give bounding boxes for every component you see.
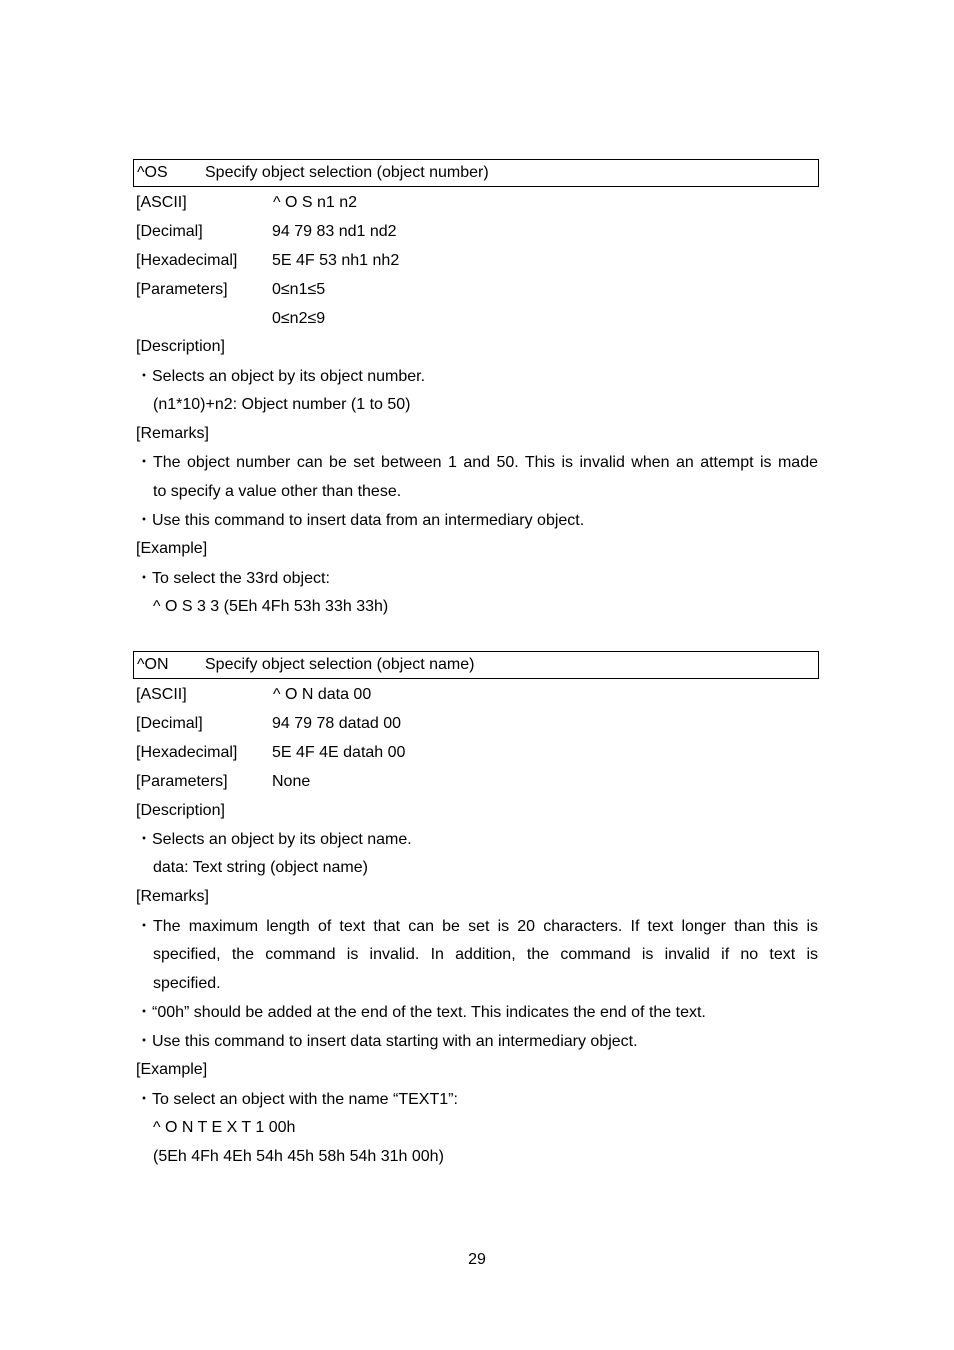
remark-line: ・Use this command to insert data starting with an intermediary object.	[136, 1033, 638, 1050]
example-line: ^ O S 3 3 (5Eh 4Fh 53h 33h 33h)	[153, 598, 389, 615]
decimal-value: 94 79 83 nd1 nd2	[272, 223, 397, 240]
ascii-value: ^ O S n1 n2	[273, 194, 357, 211]
description-line: ・Selects an object by its object name.	[136, 831, 412, 848]
example-line: ・To select the 33rd object:	[136, 570, 330, 587]
description-label: [Description]	[136, 338, 225, 355]
remark-line: specified, the command is invalid. In addition, the command is invalid if no text is	[153, 946, 818, 963]
ascii-label: [ASCII]	[136, 686, 187, 703]
hex-value: 5E 4F 53 nh1 nh2	[272, 252, 400, 269]
decimal-label: [Decimal]	[136, 715, 203, 732]
hex-label: [Hexadecimal]	[136, 252, 238, 269]
command-code: ^ON	[137, 656, 169, 673]
command-title: Specify object selection (object number)	[205, 164, 489, 181]
remark-line: to specify a value other than these.	[153, 483, 402, 500]
description-label: [Description]	[136, 802, 225, 819]
remarks-label: [Remarks]	[136, 888, 209, 905]
description-line: (n1*10)+n2: Object number (1 to 50)	[153, 396, 411, 413]
example-line: (5Eh 4Fh 4Eh 54h 45h 58h 54h 31h 00h)	[153, 1148, 444, 1165]
description-line: ・Selects an object by its object number.	[136, 368, 426, 385]
bullet: ・	[136, 454, 153, 471]
hex-label: [Hexadecimal]	[136, 744, 238, 761]
params-label: [Parameters]	[136, 773, 228, 790]
params-value: 0≤n2≤9	[272, 310, 326, 327]
params-label: [Parameters]	[136, 281, 228, 298]
remark-line: ・“00h” should be added at the end of the text. This indicates the end of the text.	[136, 1004, 706, 1021]
remark-line: The maximum length of text that can be set is 20 characters. If text longer than this is	[153, 918, 818, 935]
description-line: data: Text string (object name)	[153, 859, 368, 876]
bullet: ・	[136, 918, 153, 935]
remark-line: specified.	[153, 975, 221, 992]
command-header-on	[133, 651, 819, 679]
command-title: Specify object selection (object name)	[205, 656, 475, 673]
decimal-label: [Decimal]	[136, 223, 203, 240]
remark-line: The object number can be set between 1 and 50. This is invalid when an attempt is made	[153, 454, 818, 471]
hex-value: 5E 4F 4E datah 00	[272, 744, 406, 761]
example-line: ^ O N T E X T 1 00h	[153, 1119, 296, 1136]
params-value: None	[272, 773, 311, 790]
page-number: 29	[468, 1251, 486, 1268]
example-label: [Example]	[136, 540, 208, 557]
example-line: ・To select an object with the name “TEXT1”:	[136, 1091, 458, 1108]
ascii-label: [ASCII]	[136, 194, 187, 211]
command-header-os	[133, 159, 819, 187]
decimal-value: 94 79 78 datad 00	[272, 715, 402, 732]
remarks-label: [Remarks]	[136, 425, 209, 442]
example-label: [Example]	[136, 1061, 208, 1078]
params-value: 0≤n1≤5	[272, 281, 326, 298]
ascii-value: ^ O N data 00	[273, 686, 372, 703]
remark-line: ・Use this command to insert data from an intermediary object.	[136, 512, 585, 529]
command-code: ^OS	[137, 164, 168, 181]
